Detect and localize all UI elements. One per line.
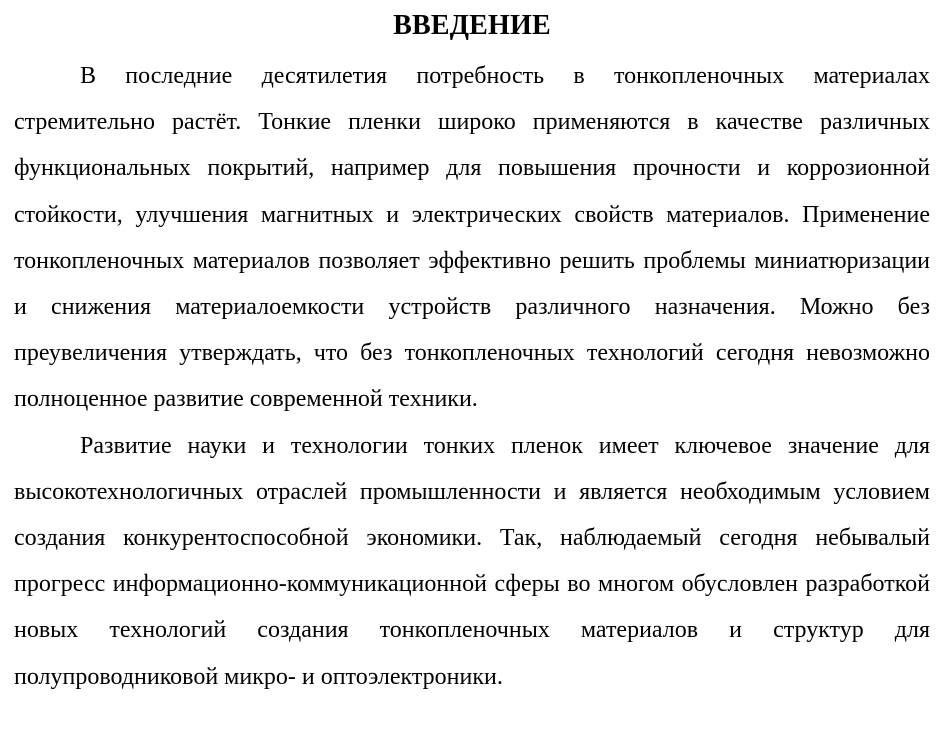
paragraph-2: Развитие науки и технологии тонких пленок имеет ключевое значение для высокотехнологичных отраслей промышленности и является необходимым условием создания конкурентоспособной экономики. Так, наблюдаемый сегодня небывалый прогресс информационно-коммуникационной сферы во многом обусловлен разработкой новых технологий создания тонкопленочных материалов и структур для полупроводниковой микро- и оптоэлектроники. — [14, 432, 930, 690]
page-title: ВВЕДЕНИЕ — [393, 10, 551, 41]
paragraph-1: В последние десятилетия потребность в тонкопленочных материалах стремительно растёт. Тонкие пленки широко применяются в качестве различных функциональных покрытий, например для повышения прочности и коррозионной стойкости, улучшения магнитных и электрических свойств материалов. Применение тонкопленочных материалов позволяет эффективно решить проблемы миниатюризации и снижения материалоемкости устройств различного назначения. Можно без преувеличения утверждать, что без тонкопленочных технологий сегодня невозможно полноценное развитие современной техники. — [14, 63, 930, 413]
document-page — [14, 0, 930, 700]
